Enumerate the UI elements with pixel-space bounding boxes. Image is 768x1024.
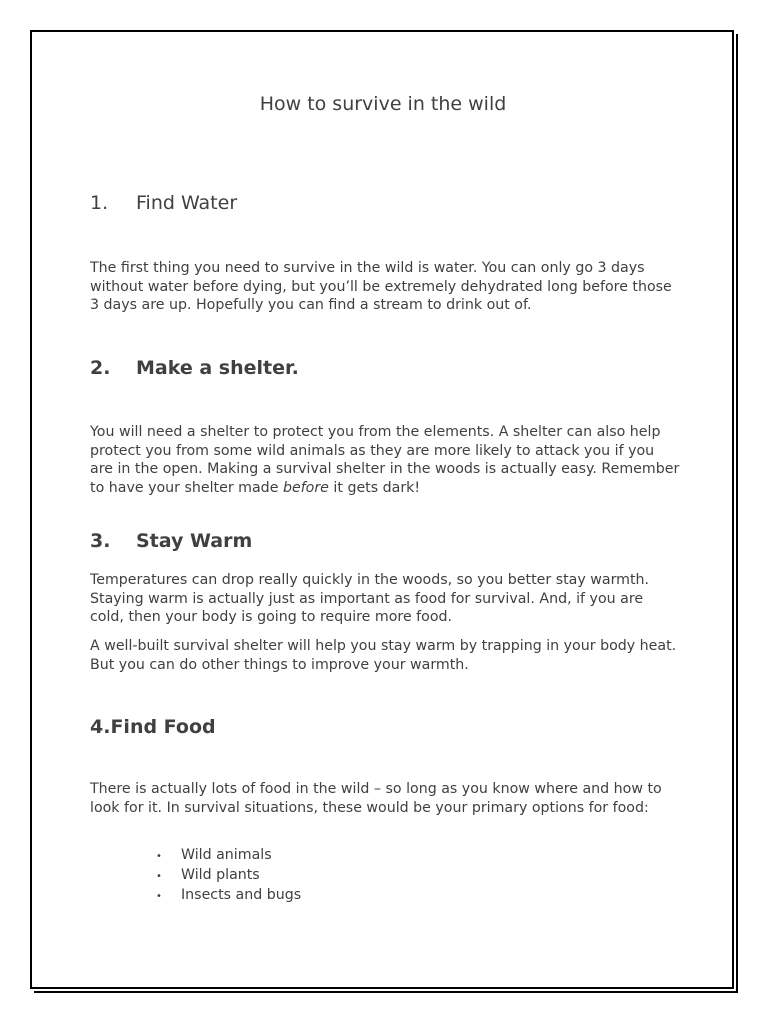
section-4-number: 4. [90, 716, 111, 738]
section-1-heading [90, 191, 237, 215]
bullet-icon: • [156, 871, 162, 882]
section-4-title: Find Food [110, 716, 216, 738]
section-4-paragraph: There is actually lots of food in the wild – so long as you know where and how to look for it. In survival situations, these would be your primary options for food: [90, 781, 662, 816]
section-2-text-after: it gets dark! [328, 479, 421, 496]
section-3-number: 3. [90, 530, 111, 552]
section-1-paragraph: The first thing you need to survive in the wild is water. You can only go 3 days without water before dying, but you’ll be extremely dehydrated long before those 3 days are up. Hopefully you can find a stream to drink out of. [90, 260, 672, 313]
list-item-text: Wild plants [181, 867, 260, 883]
list-item-text: Wild animals [181, 847, 272, 863]
list-item [156, 846, 301, 866]
section-3-paragraph-2: A well-built survival shelter will help you stay warm by trapping in your body heat. But you can do other things to improve your warmth. [90, 638, 677, 673]
section-3-heading [90, 529, 252, 553]
section-2-heading [90, 356, 299, 380]
section-2-emphasis: before [282, 479, 329, 496]
food-options-list [156, 846, 301, 906]
document-title: How to survive in the wild [259, 93, 507, 115]
section-2-text-before: You will need a shelter to protect you from the elements. A shelter can also help protect you from some wild animals as they are more likely to attack you if you are in the open. Making a survival shelter in the woods is actually easy. Remember to have your shelter made [90, 424, 680, 496]
section-1-title: Find Water [136, 192, 238, 214]
section-4-heading [90, 715, 216, 739]
section-2-title: Make a shelter. [136, 357, 299, 379]
section-3-title: Stay Warm [136, 530, 253, 552]
list-item [156, 866, 301, 886]
section-1-number: 1. [90, 192, 109, 214]
section-2-paragraph [90, 423, 680, 497]
list-item [156, 886, 301, 906]
section-2-number: 2. [90, 357, 111, 379]
section-3-paragraph-1: Temperatures can drop really quickly in the woods, so you better stay warmth. Staying warm is actually just as important as food for survival. And, if you are cold, then your body is going to require more food. [90, 572, 650, 625]
list-item-text: Insects and bugs [181, 887, 302, 903]
bullet-icon: • [156, 851, 162, 862]
page-border [30, 30, 734, 989]
bullet-icon: • [156, 891, 162, 902]
